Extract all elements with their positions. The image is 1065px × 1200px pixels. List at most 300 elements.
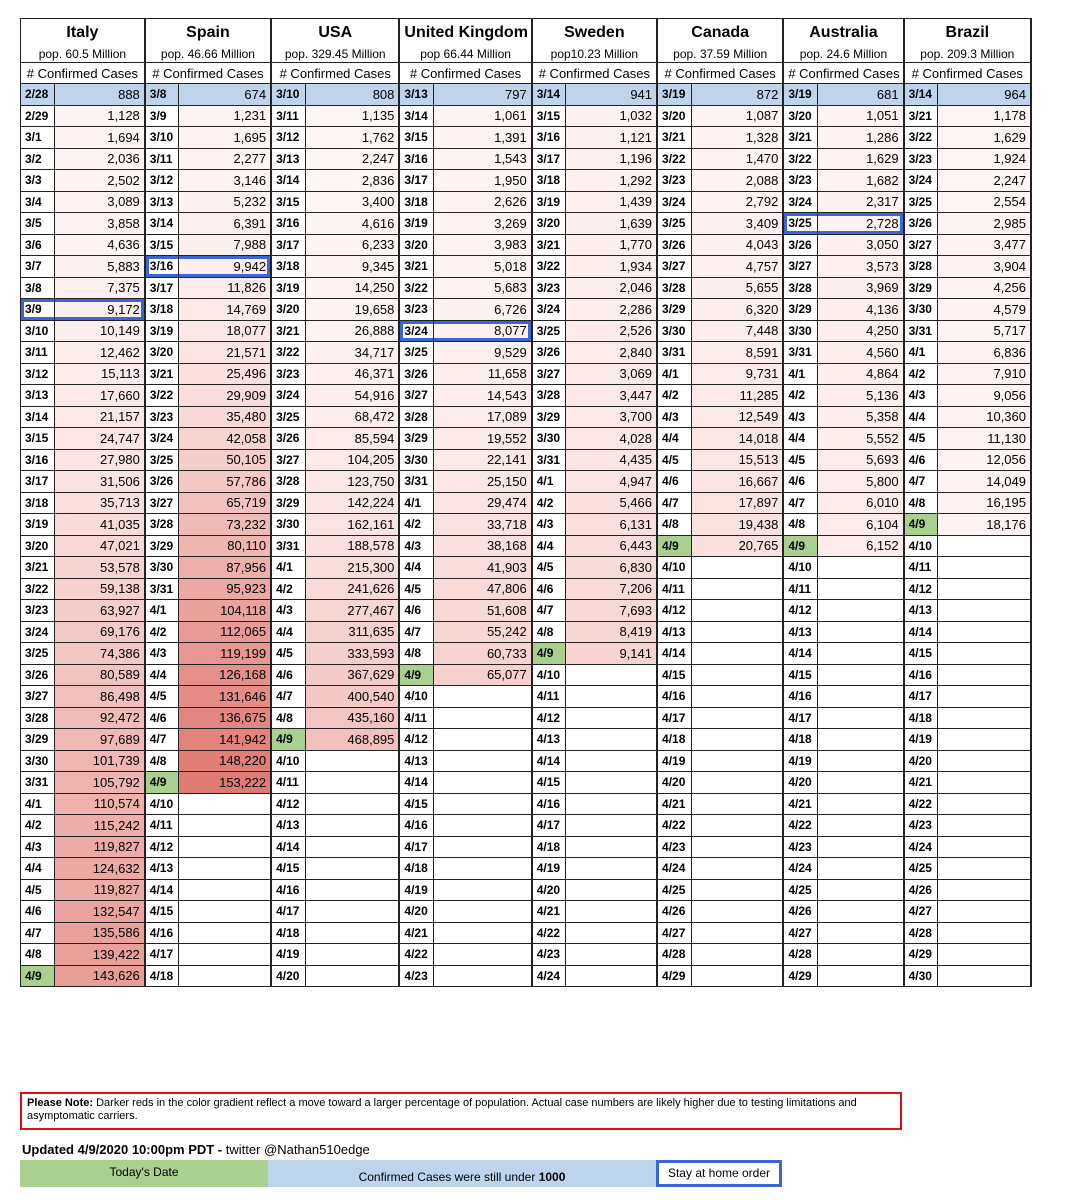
cases-cell-italy: 4,636 (55, 234, 145, 256)
table-row (21, 729, 1032, 751)
date-cell-brazil: 4/20 (904, 750, 938, 772)
date-cell-italy: 3/9 (21, 299, 55, 321)
cases-cell-spain: 119,199 (179, 643, 271, 665)
date-cell-sweden: 3/26 (532, 342, 566, 364)
cases-cell-australia: 5,693 (817, 449, 903, 471)
date-cell-spain: 3/31 (145, 578, 179, 600)
cases-cell-italy: 135,586 (55, 922, 145, 944)
cases-cell-usa (305, 922, 399, 944)
cases-cell-usa: 26,888 (305, 320, 399, 342)
cases-cell-canada: 2,088 (691, 170, 783, 192)
cases-cell-united-kingdom (433, 750, 531, 772)
cases-cell-usa: 277,467 (305, 600, 399, 622)
cases-cell-italy: 17,660 (55, 385, 145, 407)
date-cell-usa: 3/24 (271, 385, 305, 407)
date-cell-usa: 3/16 (271, 213, 305, 235)
note-label: Please Note: (27, 1097, 94, 1109)
country-name-row (21, 19, 1032, 47)
date-cell-united-kingdom: 4/8 (399, 643, 433, 665)
updated-twitter-handle: twitter @Nathan510edge (225, 1142, 370, 1157)
cases-cell-usa: 9,345 (305, 256, 399, 278)
date-cell-usa: 4/12 (271, 793, 305, 815)
cases-cell-sweden: 6,131 (566, 514, 657, 536)
cases-cell-australia (817, 944, 903, 966)
country-name-canada: Canada (657, 19, 783, 47)
date-cell-sweden: 4/21 (532, 901, 566, 923)
cases-cell-united-kingdom (433, 965, 531, 987)
date-cell-brazil: 3/26 (904, 213, 938, 235)
date-cell-brazil: 4/27 (904, 901, 938, 923)
date-cell-united-kingdom: 4/23 (399, 965, 433, 987)
cases-cell-spain: 25,496 (179, 363, 271, 385)
date-cell-italy: 2/29 (21, 105, 55, 127)
date-cell-united-kingdom: 3/30 (399, 449, 433, 471)
cases-cell-canada: 872 (691, 84, 783, 106)
cases-cell-usa: 3,400 (305, 191, 399, 213)
date-cell-brazil: 4/5 (904, 428, 938, 450)
cases-cell-brazil: 1,178 (938, 105, 1031, 127)
date-cell-united-kingdom: 3/17 (399, 170, 433, 192)
cases-cell-usa: 6,233 (305, 234, 399, 256)
cases-cell-usa: 85,594 (305, 428, 399, 450)
date-cell-canada: 3/26 (657, 234, 691, 256)
cases-cell-spain: 14,769 (179, 299, 271, 321)
cases-cell-canada (691, 643, 783, 665)
cases-cell-sweden: 3,069 (566, 363, 657, 385)
cases-cell-spain (179, 858, 271, 880)
cases-cell-brazil (938, 729, 1031, 751)
cases-cell-sweden (566, 793, 657, 815)
cases-cell-brazil: 2,554 (938, 191, 1031, 213)
date-cell-canada: 4/11 (657, 578, 691, 600)
date-cell-australia: 4/27 (783, 922, 817, 944)
confirmed-cases-header-usa: # Confirmed Cases (271, 63, 399, 84)
cases-cell-australia: 2,728 (817, 213, 903, 235)
cases-cell-united-kingdom: 33,718 (433, 514, 531, 536)
cases-table (20, 18, 1032, 987)
cases-cell-united-kingdom (433, 772, 531, 794)
cases-cell-usa (305, 772, 399, 794)
cases-cell-united-kingdom: 29,474 (433, 492, 531, 514)
cases-cell-canada (691, 578, 783, 600)
cases-cell-brazil: 9,056 (938, 385, 1031, 407)
date-cell-united-kingdom: 4/17 (399, 836, 433, 858)
date-cell-united-kingdom: 3/23 (399, 299, 433, 321)
date-cell-italy: 3/16 (21, 449, 55, 471)
cases-cell-sweden: 3,447 (566, 385, 657, 407)
cases-cell-canada: 1,328 (691, 127, 783, 149)
date-cell-italy: 3/21 (21, 557, 55, 579)
date-cell-sweden: 4/7 (532, 600, 566, 622)
cases-cell-united-kingdom: 25,150 (433, 471, 531, 493)
table-row (21, 105, 1032, 127)
date-cell-italy: 3/10 (21, 320, 55, 342)
date-cell-canada: 4/3 (657, 406, 691, 428)
date-cell-italy: 3/1 (21, 127, 55, 149)
date-cell-sweden: 4/2 (532, 492, 566, 514)
cases-cell-united-kingdom: 55,242 (433, 621, 531, 643)
date-cell-sweden: 4/14 (532, 750, 566, 772)
cases-cell-canada (691, 815, 783, 837)
cases-cell-australia (817, 922, 903, 944)
cases-cell-canada: 3,409 (691, 213, 783, 235)
table-row (21, 191, 1032, 213)
date-cell-brazil: 4/7 (904, 471, 938, 493)
cases-cell-australia: 6,104 (817, 514, 903, 536)
date-cell-usa: 3/28 (271, 471, 305, 493)
date-cell-canada: 4/7 (657, 492, 691, 514)
cases-cell-sweden (566, 922, 657, 944)
date-cell-sweden: 3/22 (532, 256, 566, 278)
cases-cell-italy: 59,138 (55, 578, 145, 600)
date-cell-spain: 3/18 (145, 299, 179, 321)
table-row (21, 901, 1032, 923)
date-cell-italy: 3/29 (21, 729, 55, 751)
cases-cell-italy: 1,694 (55, 127, 145, 149)
cases-cell-brazil: 16,195 (938, 492, 1031, 514)
cases-cell-spain: 148,220 (179, 750, 271, 772)
table-row (21, 600, 1032, 622)
cases-cell-canada (691, 557, 783, 579)
cases-cell-united-kingdom: 65,077 (433, 664, 531, 686)
cases-cell-united-kingdom: 38,168 (433, 535, 531, 557)
date-cell-canada: 4/14 (657, 643, 691, 665)
cases-cell-united-kingdom: 6,726 (433, 299, 531, 321)
cases-cell-australia: 4,136 (817, 299, 903, 321)
date-cell-united-kingdom: 4/15 (399, 793, 433, 815)
date-cell-spain: 4/3 (145, 643, 179, 665)
cases-cell-canada (691, 664, 783, 686)
cases-cell-united-kingdom: 1,543 (433, 148, 531, 170)
legend (20, 1160, 784, 1187)
cases-cell-spain: 35,480 (179, 406, 271, 428)
cases-cell-usa: 400,540 (305, 686, 399, 708)
cases-cell-united-kingdom (433, 815, 531, 837)
cases-cell-usa: 14,250 (305, 277, 399, 299)
cases-cell-canada: 19,438 (691, 514, 783, 536)
date-cell-united-kingdom: 3/27 (399, 385, 433, 407)
date-cell-sweden: 4/12 (532, 707, 566, 729)
cases-cell-italy: 2,502 (55, 170, 145, 192)
date-cell-spain: 4/2 (145, 621, 179, 643)
cases-cell-sweden: 8,419 (566, 621, 657, 643)
cases-cell-brazil (938, 578, 1031, 600)
population-australia: pop. 24.6 Million (783, 46, 903, 63)
cases-cell-brazil: 12,056 (938, 449, 1031, 471)
date-cell-sweden: 3/21 (532, 234, 566, 256)
cases-cell-italy: 10,149 (55, 320, 145, 342)
cases-cell-spain: 65,719 (179, 492, 271, 514)
date-cell-italy: 3/8 (21, 277, 55, 299)
cases-cell-canada: 16,667 (691, 471, 783, 493)
cases-cell-usa: 215,300 (305, 557, 399, 579)
date-cell-sweden: 4/24 (532, 965, 566, 987)
date-cell-united-kingdom: 4/5 (399, 578, 433, 600)
cases-cell-canada (691, 901, 783, 923)
date-cell-brazil: 3/14 (904, 84, 938, 106)
cases-cell-australia (817, 793, 903, 815)
date-cell-usa: 3/12 (271, 127, 305, 149)
cases-cell-sweden: 2,046 (566, 277, 657, 299)
date-cell-united-kingdom: 3/24 (399, 320, 433, 342)
table-row (21, 320, 1032, 342)
date-cell-australia: 3/30 (783, 320, 817, 342)
cases-cell-canada: 4,757 (691, 256, 783, 278)
date-cell-spain: 3/26 (145, 471, 179, 493)
date-cell-australia: 4/12 (783, 600, 817, 622)
cases-cell-usa: 142,224 (305, 492, 399, 514)
date-cell-canada: 4/19 (657, 750, 691, 772)
date-cell-canada: 4/21 (657, 793, 691, 815)
date-cell-australia: 4/13 (783, 621, 817, 643)
date-cell-united-kingdom: 3/25 (399, 342, 433, 364)
date-cell-australia: 3/20 (783, 105, 817, 127)
cases-cell-spain (179, 836, 271, 858)
date-cell-australia: 4/11 (783, 578, 817, 600)
cases-cell-united-kingdom (433, 858, 531, 880)
cases-cell-australia (817, 879, 903, 901)
cases-cell-usa: 808 (305, 84, 399, 106)
cases-cell-canada: 9,731 (691, 363, 783, 385)
date-cell-usa: 3/26 (271, 428, 305, 450)
cases-cell-united-kingdom: 51,608 (433, 600, 531, 622)
cases-cell-canada: 20,765 (691, 535, 783, 557)
date-cell-australia: 4/25 (783, 879, 817, 901)
cases-cell-spain: 57,786 (179, 471, 271, 493)
cases-cell-usa: 435,160 (305, 707, 399, 729)
date-cell-australia: 4/10 (783, 557, 817, 579)
cases-cell-brazil (938, 643, 1031, 665)
legend-under-1000-label: Confirmed Cases were still under (358, 1170, 536, 1184)
date-cell-brazil: 4/14 (904, 621, 938, 643)
cases-cell-united-kingdom (433, 729, 531, 751)
date-cell-sweden: 3/30 (532, 428, 566, 450)
cases-cell-brazil (938, 836, 1031, 858)
date-cell-italy: 3/20 (21, 535, 55, 557)
cases-cell-canada: 14,018 (691, 428, 783, 450)
cases-cell-spain: 42,058 (179, 428, 271, 450)
cases-cell-spain: 5,232 (179, 191, 271, 213)
date-cell-brazil: 4/23 (904, 815, 938, 837)
population-spain: pop. 46.66 Million (145, 46, 271, 63)
date-cell-spain: 4/8 (145, 750, 179, 772)
table-row (21, 363, 1032, 385)
date-cell-italy: 3/17 (21, 471, 55, 493)
country-name-spain: Spain (145, 19, 271, 47)
cases-cell-sweden: 1,639 (566, 213, 657, 235)
cases-cell-brazil: 11,130 (938, 428, 1031, 450)
cases-cell-usa (305, 836, 399, 858)
cases-cell-usa: 104,205 (305, 449, 399, 471)
cases-cell-brazil (938, 901, 1031, 923)
cases-cell-brazil: 4,256 (938, 277, 1031, 299)
cases-cell-brazil (938, 793, 1031, 815)
table-row (21, 922, 1032, 944)
cases-cell-canada (691, 750, 783, 772)
cases-cell-united-kingdom: 60,733 (433, 643, 531, 665)
cases-cell-usa: 123,750 (305, 471, 399, 493)
date-cell-usa: 3/14 (271, 170, 305, 192)
table-row (21, 256, 1032, 278)
cases-cell-spain: 18,077 (179, 320, 271, 342)
table-row (21, 707, 1032, 729)
cases-cell-spain: 95,923 (179, 578, 271, 600)
date-cell-australia: 4/5 (783, 449, 817, 471)
cases-cell-australia (817, 578, 903, 600)
date-cell-usa: 3/18 (271, 256, 305, 278)
date-cell-canada: 4/15 (657, 664, 691, 686)
cases-cell-spain (179, 815, 271, 837)
cases-cell-canada: 15,513 (691, 449, 783, 471)
date-cell-spain: 4/6 (145, 707, 179, 729)
cases-cell-italy: 41,035 (55, 514, 145, 536)
cases-cell-united-kingdom: 797 (433, 84, 531, 106)
cases-cell-spain: 126,168 (179, 664, 271, 686)
cases-cell-canada: 6,320 (691, 299, 783, 321)
date-cell-brazil: 4/18 (904, 707, 938, 729)
date-cell-spain: 3/12 (145, 170, 179, 192)
date-cell-italy: 2/28 (21, 84, 55, 106)
date-cell-italy: 3/22 (21, 578, 55, 600)
date-cell-australia: 4/24 (783, 858, 817, 880)
cases-cell-brazil (938, 922, 1031, 944)
date-cell-italy: 3/27 (21, 686, 55, 708)
date-cell-brazil: 4/9 (904, 514, 938, 536)
date-cell-brazil: 4/25 (904, 858, 938, 880)
date-cell-spain: 4/10 (145, 793, 179, 815)
date-cell-canada: 4/28 (657, 944, 691, 966)
updated-timestamp: Updated 4/9/2020 10:00pm PDT - (22, 1142, 223, 1157)
date-cell-canada: 3/23 (657, 170, 691, 192)
cases-cell-spain: 1,231 (179, 105, 271, 127)
cases-cell-australia: 1,286 (817, 127, 903, 149)
date-cell-sweden: 3/23 (532, 277, 566, 299)
country-name-brazil: Brazil (904, 19, 1031, 47)
date-cell-australia: 3/31 (783, 342, 817, 364)
cases-cell-italy: 139,422 (55, 944, 145, 966)
cases-cell-brazil: 1,924 (938, 148, 1031, 170)
date-cell-usa: 4/19 (271, 944, 305, 966)
cases-cell-sweden (566, 815, 657, 837)
population-united-kingdom: pop 66.44 Million (399, 46, 531, 63)
date-cell-united-kingdom: 3/28 (399, 406, 433, 428)
cases-cell-united-kingdom: 2,626 (433, 191, 531, 213)
date-cell-brazil: 4/11 (904, 557, 938, 579)
date-cell-spain: 4/12 (145, 836, 179, 858)
cases-cell-italy: 86,498 (55, 686, 145, 708)
date-cell-canada: 4/25 (657, 879, 691, 901)
cases-cell-canada (691, 600, 783, 622)
cases-cell-sweden (566, 879, 657, 901)
cases-cell-australia (817, 621, 903, 643)
country-name-usa: USA (271, 19, 399, 47)
cases-cell-united-kingdom: 22,141 (433, 449, 531, 471)
cases-cell-italy: 1,128 (55, 105, 145, 127)
date-cell-united-kingdom: 4/11 (399, 707, 433, 729)
date-cell-italy: 3/2 (21, 148, 55, 170)
date-cell-australia: 3/22 (783, 148, 817, 170)
legend-under-1000-value: 1000 (538, 1170, 566, 1184)
cases-cell-sweden: 1,121 (566, 127, 657, 149)
date-cell-united-kingdom: 4/9 (399, 664, 433, 686)
date-cell-united-kingdom: 3/15 (399, 127, 433, 149)
date-cell-canada: 3/19 (657, 84, 691, 106)
cases-cell-united-kingdom: 41,903 (433, 557, 531, 579)
date-cell-united-kingdom: 4/4 (399, 557, 433, 579)
date-cell-sweden: 3/31 (532, 449, 566, 471)
date-cell-united-kingdom: 3/20 (399, 234, 433, 256)
date-cell-usa: 4/9 (271, 729, 305, 751)
cases-cell-spain: 2,277 (179, 148, 271, 170)
cases-cell-spain: 104,118 (179, 600, 271, 622)
cases-cell-italy: 92,472 (55, 707, 145, 729)
table-row (21, 621, 1032, 643)
cases-cell-canada: 8,591 (691, 342, 783, 364)
date-cell-italy: 4/9 (21, 965, 55, 987)
cases-cell-sweden (566, 686, 657, 708)
country-name-united-kingdom: United Kingdom (399, 19, 531, 47)
table-row (21, 944, 1032, 966)
date-cell-italy: 4/7 (21, 922, 55, 944)
date-cell-canada: 3/24 (657, 191, 691, 213)
date-cell-australia: 3/23 (783, 170, 817, 192)
cases-cell-australia (817, 965, 903, 987)
date-cell-italy: 3/15 (21, 428, 55, 450)
date-cell-canada: 3/20 (657, 105, 691, 127)
cases-cell-australia (817, 664, 903, 686)
cases-cell-united-kingdom: 5,683 (433, 277, 531, 299)
date-cell-usa: 3/19 (271, 277, 305, 299)
date-cell-italy: 3/5 (21, 213, 55, 235)
date-cell-brazil: 4/10 (904, 535, 938, 557)
cases-cell-brazil: 14,049 (938, 471, 1031, 493)
date-cell-australia: 4/16 (783, 686, 817, 708)
cases-cell-brazil (938, 858, 1031, 880)
date-cell-spain: 3/9 (145, 105, 179, 127)
cases-cell-usa (305, 944, 399, 966)
cases-cell-italy: 5,883 (55, 256, 145, 278)
cases-cell-italy: 119,827 (55, 879, 145, 901)
cases-cell-united-kingdom (433, 793, 531, 815)
cases-cell-italy: 69,176 (55, 621, 145, 643)
date-cell-italy: 3/23 (21, 600, 55, 622)
date-cell-italy: 3/31 (21, 772, 55, 794)
date-cell-spain: 4/16 (145, 922, 179, 944)
date-cell-usa: 3/31 (271, 535, 305, 557)
table-row (21, 342, 1032, 364)
cases-cell-australia: 6,152 (817, 535, 903, 557)
cases-cell-united-kingdom (433, 707, 531, 729)
cases-cell-australia (817, 772, 903, 794)
table-row (21, 557, 1032, 579)
cases-cell-sweden (566, 944, 657, 966)
cases-cell-italy: 119,827 (55, 836, 145, 858)
cases-cell-usa: 333,593 (305, 643, 399, 665)
date-cell-australia: 3/29 (783, 299, 817, 321)
cases-cell-canada: 12,549 (691, 406, 783, 428)
date-cell-australia: 3/24 (783, 191, 817, 213)
date-cell-italy: 3/18 (21, 492, 55, 514)
date-cell-canada: 4/20 (657, 772, 691, 794)
cases-cell-united-kingdom (433, 686, 531, 708)
cases-cell-italy: 9,172 (55, 299, 145, 321)
date-cell-italy: 3/19 (21, 514, 55, 536)
date-cell-brazil: 4/19 (904, 729, 938, 751)
cases-cell-sweden: 6,830 (566, 557, 657, 579)
date-cell-united-kingdom: 3/21 (399, 256, 433, 278)
cases-cell-australia: 4,864 (817, 363, 903, 385)
date-cell-italy: 3/30 (21, 750, 55, 772)
